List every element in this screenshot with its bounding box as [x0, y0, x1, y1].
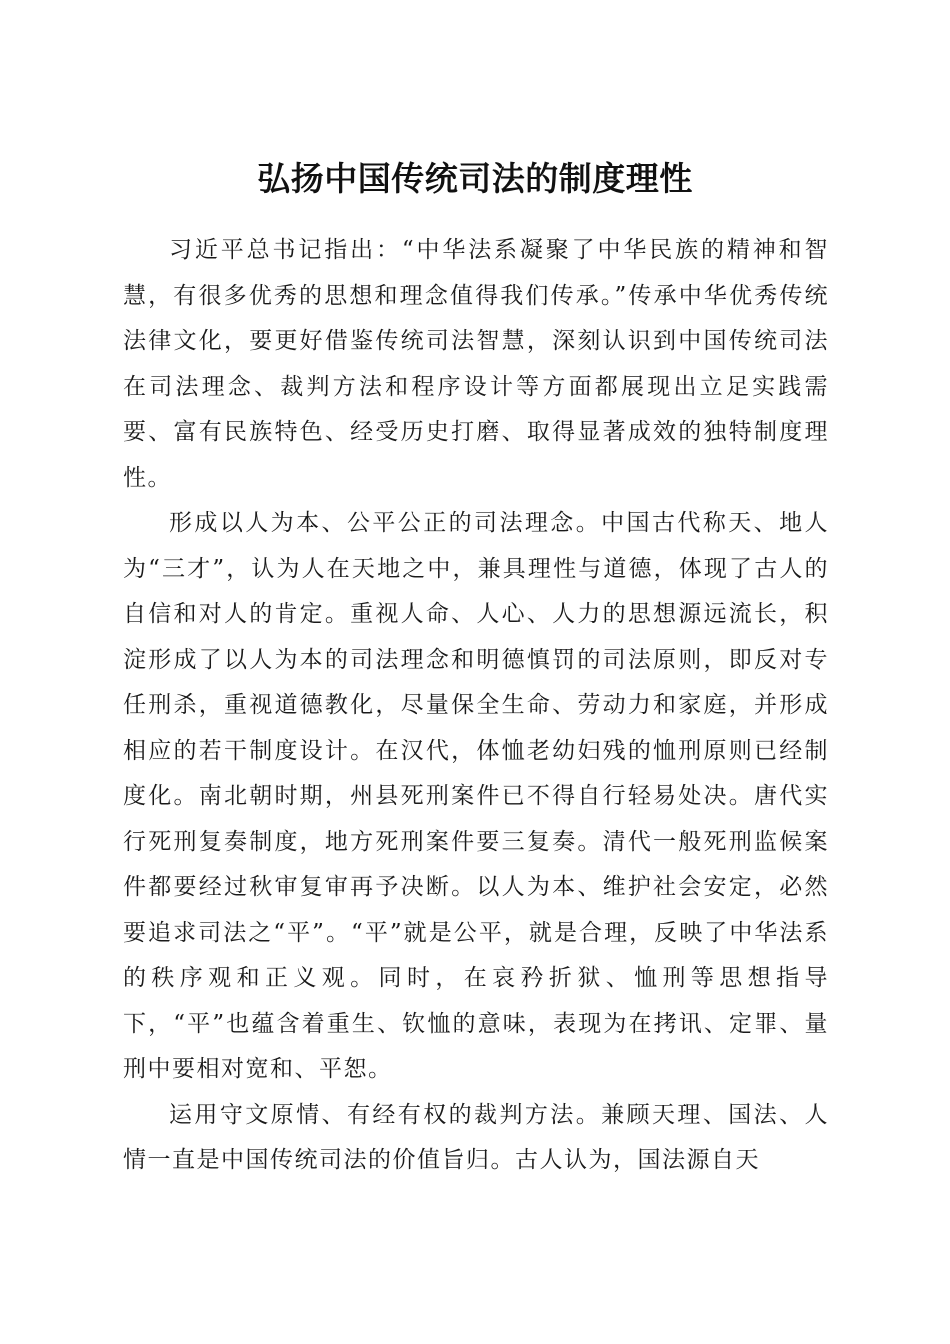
- paragraph: 习近平总书记指出：“中华法系凝聚了中华民族的精神和智慧，有很多优秀的思想和理念值得我们传承。”传承中华优秀传统法律文化，要更好借鉴传统司法智慧，深刻认识到中国传统司法在司法理念、裁判方法和程序设计等方面都展现出立足实践需要、富有民族特色、经受历史打磨、取得显著成效的独特制度理性。: [123, 237, 829, 491]
- paragraph: 运用守文原情、有经有权的裁判方法。兼顾天理、国法、人情一直是中国传统司法的价值旨归。古人认为，国法源自天: [123, 1101, 829, 1173]
- document-title: 弘扬中国传统司法的制度理性: [257, 159, 693, 199]
- paragraph: 形成以人为本、公平公正的司法理念。中国古代称天、地人为“三才”，认为人在天地之中，兼具理性与道德，体现了古人的自信和对人的肯定。重视人命、人心、人力的思想源远流长，积淀形成了以人为本的司法理念和明德慎罚的司法原则，即反对专任刑杀，重视道德教化，尽量保全生命、劳动力和家庭，并形成相应的若干制度设计。在汉代，体恤老幼妇残的恤刑原则已经制度化。南北朝时期，州县死刑案件已不得自行轻易处决。唐代实行死刑复奏制度，地方死刑案件要三复奏。清代一般死刑监候案件都要经过秋审复审再予决断。以人为本、维护社会安定，必然要追求司法之“平”。“平”就是公平，就是合理，反映了中华法系的秩序观和正义观。同时，在哀矜折狱、恤刑等思想指导下，“平”也蕴含着重生、钦恤的意味，表现为在拷讯、定罪、量刑中要相对宽和、平恕。: [123, 510, 829, 1082]
- document-body: [123, 228, 829, 1184]
